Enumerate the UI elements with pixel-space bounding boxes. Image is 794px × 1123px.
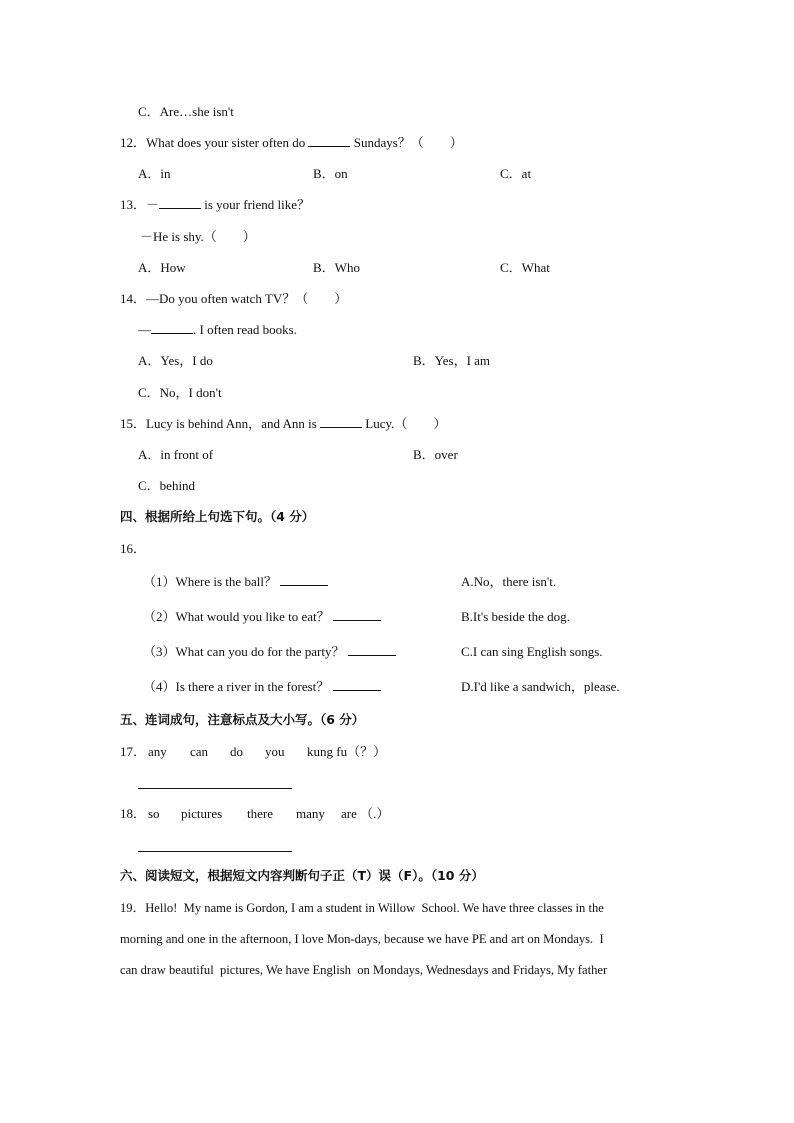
q16-number: 16． — [120, 541, 147, 556]
q14-option-b: B．Yes，I am — [413, 353, 491, 368]
q18-word-5: are （.） — [341, 806, 390, 821]
q13-option-a: A．How — [138, 260, 186, 275]
q16-prompt-3: （3）What can you do for the party？ — [143, 644, 345, 659]
q17-word-3: do — [230, 744, 243, 759]
q16-prompt-2: （2）What would you like to eat？ — [143, 609, 330, 624]
q18-word-4: many — [296, 806, 325, 821]
q12-answer-blank[interactable] — [308, 134, 350, 147]
q15-answer-blank[interactable] — [320, 415, 362, 428]
q14-reply — [138, 321, 297, 339]
section5-heading: 五、连词成句，注意标点及大小写。（6 分） — [120, 712, 365, 727]
q19-passage-line-3: can draw beautiful pictures, We have English on Mondays, Wednesdays and Fridays, My father — [120, 963, 608, 977]
q13-option-c: C．What — [500, 260, 550, 275]
q15-option-a: A．in front of — [138, 447, 214, 462]
q15-stem — [120, 415, 446, 433]
q12-option-c: C．at — [500, 166, 532, 181]
q16-item-2 — [143, 608, 381, 626]
q12-option-b: B．on — [313, 166, 348, 181]
q13-answer-line: －He is shy.（ ） — [140, 229, 256, 244]
q14-reply-dash: — — [138, 322, 151, 337]
q16-prompt-1: （1）Where is the ball？ — [143, 574, 277, 589]
q12-option-a: A．in — [138, 166, 171, 181]
q17-word-1: any — [148, 744, 167, 759]
q15-option-c: C．behind — [138, 478, 196, 493]
q15-option-b: B．over — [413, 447, 458, 462]
q12-stem-start: 12．What does your sister often do — [120, 135, 309, 150]
q17-word-4: you — [265, 744, 285, 759]
q13-stem-start: 13．－ — [120, 197, 160, 212]
q12-stem-end: Sundays？（ ） — [350, 135, 463, 150]
q19-passage-line-2: morning and one in the afternoon, I love Mon-days, because we have PE and art on Mondays. I — [120, 932, 604, 946]
q13-stem — [120, 196, 310, 214]
q18-word-2: pictures — [181, 806, 223, 821]
q16-choice-d: D.I'd like a sandwich，please. — [461, 679, 620, 694]
q16-item-3 — [143, 643, 396, 661]
q14-reply-end: . I often read books. — [193, 322, 297, 337]
q15-stem-start: 15．Lucy is behind Ann，and Ann is — [120, 416, 321, 431]
q16-choice-c: C.I can sing English songs. — [461, 644, 603, 659]
q17-number: 17． — [120, 744, 147, 759]
q18-number: 18． — [120, 806, 147, 821]
section6-heading: 六、阅读短文，根据短文内容判断句子正（T）误（F）。（10 分） — [120, 868, 484, 883]
q16-item-1 — [143, 573, 328, 591]
q17-word-2: can — [190, 744, 209, 759]
q16-answer-blank-4[interactable] — [333, 678, 381, 691]
q15-stem-end: Lucy.（ ） — [362, 416, 447, 431]
q14-stem: 14．—Do you often watch TV？（ ） — [120, 291, 348, 306]
q16-choice-a: A.No，there isn't. — [461, 574, 557, 589]
q18-word-3: there — [247, 806, 273, 821]
q16-choice-b: B.It's beside the dog. — [461, 609, 570, 624]
q12-stem — [120, 134, 463, 152]
q16-answer-blank-3[interactable] — [348, 643, 396, 656]
q13-answer-blank[interactable] — [159, 196, 201, 209]
q16-prompt-4: （4）Is there a river in the forest？ — [143, 679, 330, 694]
q18-word-1: so — [148, 806, 160, 821]
q17-answer-line[interactable] — [138, 788, 292, 789]
q16-answer-blank-1[interactable] — [280, 573, 328, 586]
q16-answer-blank-2[interactable] — [333, 608, 381, 621]
q19-passage-line-1: 19．Hello! My name is Gordon, I am a student in Willow School. We have three classes in the — [120, 901, 604, 915]
q14-option-a: A．Yes，I do — [138, 353, 213, 368]
q13-stem-end: is your friend like？ — [201, 197, 311, 212]
q14-option-c: C．No，I don't — [138, 385, 222, 400]
q13-option-b: B．Who — [313, 260, 360, 275]
q17-word-5: kung fu（？） — [307, 744, 387, 759]
q18-answer-line[interactable] — [138, 851, 292, 852]
q14-answer-blank[interactable] — [151, 321, 193, 334]
q16-item-4 — [143, 678, 381, 696]
section4-heading: 四、根据所给上句选下句。（4 分） — [120, 509, 315, 524]
q11-option-c: C．Are…she isn't — [138, 104, 234, 119]
